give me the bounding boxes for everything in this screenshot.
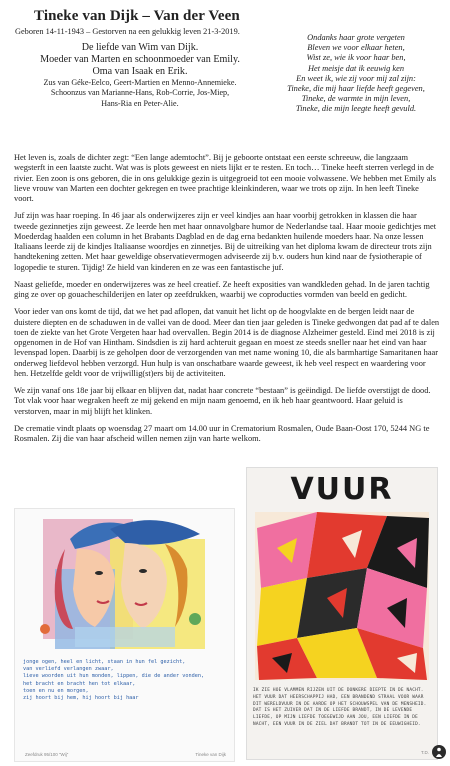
obituary-text xyxy=(14,153,440,451)
artwork-two-faces xyxy=(14,508,235,762)
paragraph: Het leven is, zoals de dichter zegt: “Een lange ademtocht”. Bij je geboorte ontstaat een eerste schreeuw, die langzaam wegsterft in een laatste zucht. Wat was is plots geweest en niets lijkt er te resten. En toch… Tineke heeft sterren verlegd in de rivier. Een zoon is ons geboren, die in ons gelukkige gezin is uitgegroeid tot een mooie volwassene. We hebben met Emily als lieve vrouw van Marten een dochter gekregen en twee prachtige kleinkinderen, waar we trots op zijn. In hen leeft Tineke voort. xyxy=(14,153,437,203)
family-line: Schoonzus van Marianne-Hans, Rob-Corrie, Jos-Miep, xyxy=(50,88,230,98)
family-line: Hans-Ria en Peter-Alie. xyxy=(101,98,179,108)
family-line: De liefde van Wim van Dijk. xyxy=(81,42,199,53)
caption-line: zij hoort bij hem, hij hoort bij haar xyxy=(23,695,139,702)
caption-line: toen en nu en morgen, xyxy=(23,687,89,694)
poem-line: Tineke, die mijn leegte heeft gevuld. xyxy=(295,104,417,114)
artwork-signature: T.D. xyxy=(420,750,429,755)
paragraph: We zijn vanaf ons 18e jaar bij elkaar en blijven dat, nadat haar concrete “bestaan” is geëindigd. De liefde overstijgt de dood. Tot vlak voor haar wegraken heeft ze mij gekend en mijn naam genoemd, en ik heb haar geantwoord. Haar geluid is verstorven, maar in mij blijft het klinken. xyxy=(14,386,431,416)
paragraph: Voor ieder van ons komt de tijd, dat we het pad aflopen, dat vanuit het licht op de hoogvlakte en de bergen leidt naar de duistere diepten en de schaduwen in de vallei van de dood. Meer dan tien jaar geleden is Tineke gedwongen dat pad af te dalen toen de ziekte van het Grote Vergeten haar had overvallen. Begin 2014 is de diagnose Alzheimer gesteld. Eind mei 2018 is zij opgenomen in de Hof van Hintham. Sindsdien is zij hard achteruit gegaan en moest ze steeds sneller naar het eind van haar levenspad lopen. Daarbij is ze geholpen door de verzorgenden van met name woning 10, die als barmhartige Samaritanen haar onderweg liefdevol hebben verzorgd. Hun hulp is van onschatbare waarde geweest, ik heb veel respect en waardering voor hen. Hetzelfde geldt voor de vrijwillig(st)ers bij de activiteiten. xyxy=(14,307,440,378)
paragraph: Naast geliefde, moeder en onderwijzeres was ze heel creatief. Ze heeft exposities van wandkleden gehad. In de jaren tachtig ging ze over op gouacheschilderijen en later op zeefdrukken, waarbij we coproducties vormden van beeld en gedicht. xyxy=(14,279,430,299)
family-line: Zus van Géke-Eelco, Geert-Martien en Menno-Annemieke. xyxy=(43,78,237,87)
person-silhouette-icon xyxy=(432,745,446,759)
poem-line: Bleven we voor elkaar heten, xyxy=(307,43,405,53)
poem-line: En weet ik, wie zij voor mij zal zijn: xyxy=(296,73,416,83)
poem xyxy=(268,33,444,115)
poem-line: Wist ze, wie ik voor haar ben, xyxy=(306,53,406,63)
caption-line: jonge ogen, heel en licht, staan in hun fel gezicht, xyxy=(23,659,186,665)
caption-line: van verliefd verlangen zwaar, xyxy=(23,666,114,673)
caption-line: het bracht en bracht hen tot elkaar, xyxy=(23,680,136,687)
two-faces-illustration xyxy=(15,509,234,761)
poem-line: Tineke, die mij haar liefde heeft gegeven, xyxy=(287,84,425,94)
poem-line: Het meisje dat ik eeuwig ken xyxy=(307,63,405,73)
artwork-vuur xyxy=(246,467,438,760)
artwork-title: VUUR xyxy=(290,472,394,507)
artwork-signature: Tineke van Dijk xyxy=(195,752,226,757)
person-silhouette-glyph xyxy=(432,745,446,759)
artwork-edition: Zeefdruk 95/100 “Wij” xyxy=(25,752,69,757)
deceased-name: Tineke van Dijk – Van der Veen xyxy=(34,8,240,24)
artwork-text: IK ZIE HOE VLAMMEN RIJZEN UIT DE DONKERE DIEPTE IN DE NACHT. HET VUUR DAT HEERSCHAPPIJ HAD, EEN BRANDEND STRAAL VOOR WAAR DIT WERELDVUUR IN DE AARDE OP HET SCHOUWSPEL VAN DE MENSHEID. DAT IS HET ZUIVER DAT IN DE LIEFDE BRANDT, IN DE LEVENDE LIEFDE, OP MIJN LIEFDE TOEGEWIJD AAN JOU, EEN LIEFDE IN DE NACHT, EEN VUUR IN DE ZIEL DAT BRANDT TOT IN DE EEUWIGHEID. xyxy=(253,688,427,727)
family-line: Moeder van Marten en schoonmoeder van Emily. xyxy=(40,54,240,65)
paragraph: De crematie vindt plaats op woensdag 27 maart om 14.00 uur in Crematorium Rosmalen, Oude Baan-Oost 170, 5244 NG te Rosmalen. Zij die van haar afscheid willen nemen zijn van harte welkom. xyxy=(14,423,430,443)
family-line: Oma van Isaak en Erik. xyxy=(92,66,188,77)
caption-line: lieve woorden uit hun monden, lippen, die de ander vonden, xyxy=(23,673,205,680)
paragraph: Juf zijn was haar roeping. In 46 jaar als onderwijzeres zijn er veel kindjes aan haar voorbij getrokken in klassen die haar tweede gezinnetjes zijn geweest. Ze leerde hen met haar onnavolgbare humor de Nederlandse taal. Haar mooie gedichtjes met Moederdag haalden een column in het Brabants Dagblad en de dag erna bedankten huilende moeders haar. Na onze lessen Italiaans leerde zij de kindjes Italiaanse woordjes en zinnetjes. Bij de uitreiking van het diploma kwam de directeur trots zijn handtekening zetten. Met haar geweldige observatievermogen adviseerde zij b.v. ouders hun kind naar de fysiotherapie of logopedie te sturen. Tijdig! Ze hield van kinderen en ze was een fantastische juf. xyxy=(14,211,437,272)
life-dates: Geboren 14-11-1943 – Gestorven na een gelukkig leven 21-3-2019. xyxy=(15,27,240,36)
poem-line: Ondanks haar grote vergeten xyxy=(307,33,405,42)
artwork-caption xyxy=(23,659,228,702)
family-block xyxy=(15,42,265,109)
poem-line: Tineke, de warmte in mijn leven, xyxy=(301,94,411,104)
